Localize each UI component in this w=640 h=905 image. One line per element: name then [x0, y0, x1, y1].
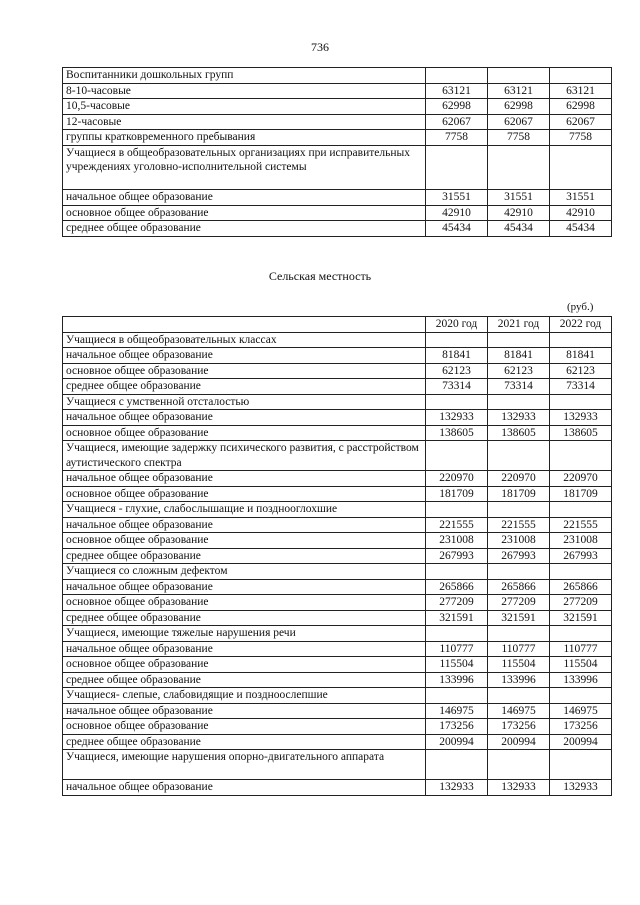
row-label: среднее общее образование	[63, 221, 426, 237]
urban-cost-table	[62, 67, 612, 237]
value-2022	[550, 332, 612, 348]
value-2021: 173256	[488, 719, 550, 735]
table-row	[63, 471, 612, 487]
value-2022	[550, 502, 612, 518]
value-2020	[426, 750, 488, 780]
value-2020	[426, 145, 488, 190]
value-2021: 265866	[488, 579, 550, 595]
value-2022: 173256	[550, 719, 612, 735]
value-2020: 220970	[426, 471, 488, 487]
row-label: среднее общее образование	[63, 672, 426, 688]
value-2021: 62067	[488, 114, 550, 130]
value-2021: 7758	[488, 130, 550, 146]
value-2022: 277209	[550, 595, 612, 611]
unit-note: (руб.)	[567, 301, 594, 313]
value-2022	[550, 441, 612, 471]
row-label: основное общее образование	[63, 719, 426, 735]
row-label: 8-10-часовые	[63, 83, 426, 99]
rural-cost-table	[62, 316, 612, 796]
row-label: среднее общее образование	[63, 548, 426, 564]
value-2020: 110777	[426, 641, 488, 657]
value-2020: 267993	[426, 548, 488, 564]
row-label: Воспитанники дошкольных групп	[63, 68, 426, 84]
table-row	[63, 672, 612, 688]
value-2020	[426, 441, 488, 471]
row-label: начальное общее образование	[63, 410, 426, 426]
value-2022: 138605	[550, 425, 612, 441]
value-2021	[488, 502, 550, 518]
table-row	[63, 205, 612, 221]
value-2020: 42910	[426, 205, 488, 221]
value-2020: 73314	[426, 379, 488, 395]
value-2022: 73314	[550, 379, 612, 395]
table-row	[63, 595, 612, 611]
value-2022: 321591	[550, 610, 612, 626]
table-row	[63, 114, 612, 130]
row-label: начальное общее образование	[63, 641, 426, 657]
value-2021: 42910	[488, 205, 550, 221]
row-label: Учащиеся, имеющие задержку психического развития, с расстройством аутистического спектра	[63, 441, 426, 471]
value-2020	[426, 394, 488, 410]
row-label: 10,5-часовые	[63, 99, 426, 115]
value-2020	[426, 502, 488, 518]
value-2020: 81841	[426, 348, 488, 364]
value-2020: 265866	[426, 579, 488, 595]
value-2020	[426, 564, 488, 580]
value-2021: 110777	[488, 641, 550, 657]
value-2022: 267993	[550, 548, 612, 564]
value-2020: 132933	[426, 780, 488, 796]
value-2022: 115504	[550, 657, 612, 673]
table-row	[63, 703, 612, 719]
table-row	[63, 657, 612, 673]
value-2021: 277209	[488, 595, 550, 611]
table-row	[63, 348, 612, 364]
table-row	[63, 363, 612, 379]
value-2021: 115504	[488, 657, 550, 673]
value-2022: 81841	[550, 348, 612, 364]
table-row	[63, 190, 612, 206]
header-cell-2020: 2020 год	[426, 317, 488, 333]
row-label: 12-часовые	[63, 114, 426, 130]
table-row	[63, 425, 612, 441]
row-label: начальное общее образование	[63, 348, 426, 364]
table-row	[63, 145, 612, 190]
value-2021	[488, 626, 550, 642]
value-2021: 138605	[488, 425, 550, 441]
table-row	[63, 130, 612, 146]
value-2022	[550, 688, 612, 704]
row-label: среднее общее образование	[63, 610, 426, 626]
value-2021: 63121	[488, 83, 550, 99]
value-2022: 45434	[550, 221, 612, 237]
value-2021	[488, 332, 550, 348]
table-row	[63, 734, 612, 750]
value-2022: 132933	[550, 410, 612, 426]
value-2020: 200994	[426, 734, 488, 750]
value-2021: 220970	[488, 471, 550, 487]
table-row	[63, 610, 612, 626]
row-label: Учащиеся со сложным дефектом	[63, 564, 426, 580]
value-2022: 62067	[550, 114, 612, 130]
value-2022: 132933	[550, 780, 612, 796]
urban-table-body	[63, 68, 612, 237]
value-2021: 81841	[488, 348, 550, 364]
value-2021: 31551	[488, 190, 550, 206]
value-2022	[550, 750, 612, 780]
table-row	[63, 502, 612, 518]
row-label: начальное общее образование	[63, 703, 426, 719]
table-row	[63, 641, 612, 657]
row-label: среднее общее образование	[63, 734, 426, 750]
value-2021	[488, 564, 550, 580]
value-2020: 63121	[426, 83, 488, 99]
value-2022: 42910	[550, 205, 612, 221]
value-2022: 221555	[550, 517, 612, 533]
value-2021	[488, 441, 550, 471]
value-2021: 200994	[488, 734, 550, 750]
value-2020	[426, 626, 488, 642]
table-row	[63, 410, 612, 426]
table-row	[63, 750, 612, 780]
value-2021: 221555	[488, 517, 550, 533]
value-2022: 200994	[550, 734, 612, 750]
value-2022: 31551	[550, 190, 612, 206]
value-2021: 62123	[488, 363, 550, 379]
value-2020: 138605	[426, 425, 488, 441]
section-title: Сельская местность	[268, 269, 372, 283]
value-2022: 63121	[550, 83, 612, 99]
row-label: Учащиеся в общеобразовательных классах	[63, 332, 426, 348]
table-row	[63, 441, 612, 471]
value-2021: 267993	[488, 548, 550, 564]
header-cell-label	[63, 317, 426, 333]
value-2022: 7758	[550, 130, 612, 146]
row-label: основное общее образование	[63, 425, 426, 441]
row-label: группы кратковременного пребывания	[63, 130, 426, 146]
page-number: 736	[311, 40, 329, 54]
table-row	[63, 548, 612, 564]
value-2022: 181709	[550, 486, 612, 502]
value-2020: 62067	[426, 114, 488, 130]
value-2020: 146975	[426, 703, 488, 719]
value-2020: 7758	[426, 130, 488, 146]
row-label: начальное общее образование	[63, 579, 426, 595]
table-row	[63, 517, 612, 533]
value-2021: 45434	[488, 221, 550, 237]
row-label: Учащиеся с умственной отсталостью	[63, 394, 426, 410]
value-2021: 132933	[488, 410, 550, 426]
row-label: Учащиеся в общеобразовательных организациях при исправительных учреждениях уголовно-исполнительной системы	[63, 145, 426, 190]
table-row	[63, 394, 612, 410]
value-2020: 45434	[426, 221, 488, 237]
rural-table-body	[63, 332, 612, 795]
row-label: начальное общее образование	[63, 190, 426, 206]
row-label: начальное общее образование	[63, 471, 426, 487]
value-2022: 62123	[550, 363, 612, 379]
value-2021: 321591	[488, 610, 550, 626]
table-row	[63, 99, 612, 115]
value-2021: 146975	[488, 703, 550, 719]
table-row	[63, 332, 612, 348]
row-label: основное общее образование	[63, 363, 426, 379]
value-2020: 181709	[426, 486, 488, 502]
header-cell-2021: 2021 год	[488, 317, 550, 333]
value-2022	[550, 145, 612, 190]
row-label: основное общее образование	[63, 205, 426, 221]
value-2022: 62998	[550, 99, 612, 115]
row-label: среднее общее образование	[63, 379, 426, 395]
table-row	[63, 564, 612, 580]
value-2020: 321591	[426, 610, 488, 626]
header-cell-2022: 2022 год	[550, 317, 612, 333]
value-2022: 231008	[550, 533, 612, 549]
value-2020	[426, 688, 488, 704]
value-2021: 62998	[488, 99, 550, 115]
value-2022: 110777	[550, 641, 612, 657]
table-row	[63, 379, 612, 395]
value-2022: 146975	[550, 703, 612, 719]
value-2020: 221555	[426, 517, 488, 533]
table-row	[63, 68, 612, 84]
value-2021: 181709	[488, 486, 550, 502]
table-row	[63, 533, 612, 549]
value-2021: 73314	[488, 379, 550, 395]
value-2020: 62123	[426, 363, 488, 379]
row-label: основное общее образование	[63, 486, 426, 502]
value-2020: 173256	[426, 719, 488, 735]
value-2021	[488, 68, 550, 84]
value-2021	[488, 394, 550, 410]
value-2021: 133996	[488, 672, 550, 688]
row-label: начальное общее образование	[63, 517, 426, 533]
value-2021: 132933	[488, 780, 550, 796]
table-row	[63, 719, 612, 735]
table-row	[63, 221, 612, 237]
value-2022: 133996	[550, 672, 612, 688]
value-2022: 265866	[550, 579, 612, 595]
value-2021: 231008	[488, 533, 550, 549]
value-2020	[426, 332, 488, 348]
row-label: основное общее образование	[63, 595, 426, 611]
row-label: Учащиеся, имеющие тяжелые нарушения речи	[63, 626, 426, 642]
value-2022	[550, 564, 612, 580]
row-label: Учащиеся, имеющие нарушения опорно-двигательного аппарата	[63, 750, 426, 780]
table-row	[63, 486, 612, 502]
value-2020: 277209	[426, 595, 488, 611]
table-header-row	[63, 317, 612, 333]
value-2020: 115504	[426, 657, 488, 673]
value-2021	[488, 145, 550, 190]
table-row	[63, 579, 612, 595]
row-label: Учащиеся - глухие, слабослышащие и позднооглохшие	[63, 502, 426, 518]
value-2020: 133996	[426, 672, 488, 688]
value-2020: 132933	[426, 410, 488, 426]
row-label: основное общее образование	[63, 533, 426, 549]
value-2021	[488, 750, 550, 780]
table-row	[63, 626, 612, 642]
value-2022	[550, 394, 612, 410]
value-2020: 231008	[426, 533, 488, 549]
table-row	[63, 780, 612, 796]
table-row	[63, 688, 612, 704]
row-label: основное общее образование	[63, 657, 426, 673]
value-2022	[550, 68, 612, 84]
value-2022: 220970	[550, 471, 612, 487]
table-row	[63, 83, 612, 99]
value-2020	[426, 68, 488, 84]
row-label: Учащиеся- слепые, слабовидящие и поздноослепшие	[63, 688, 426, 704]
value-2022	[550, 626, 612, 642]
value-2020: 62998	[426, 99, 488, 115]
value-2020: 31551	[426, 190, 488, 206]
value-2021	[488, 688, 550, 704]
row-label: начальное общее образование	[63, 780, 426, 796]
